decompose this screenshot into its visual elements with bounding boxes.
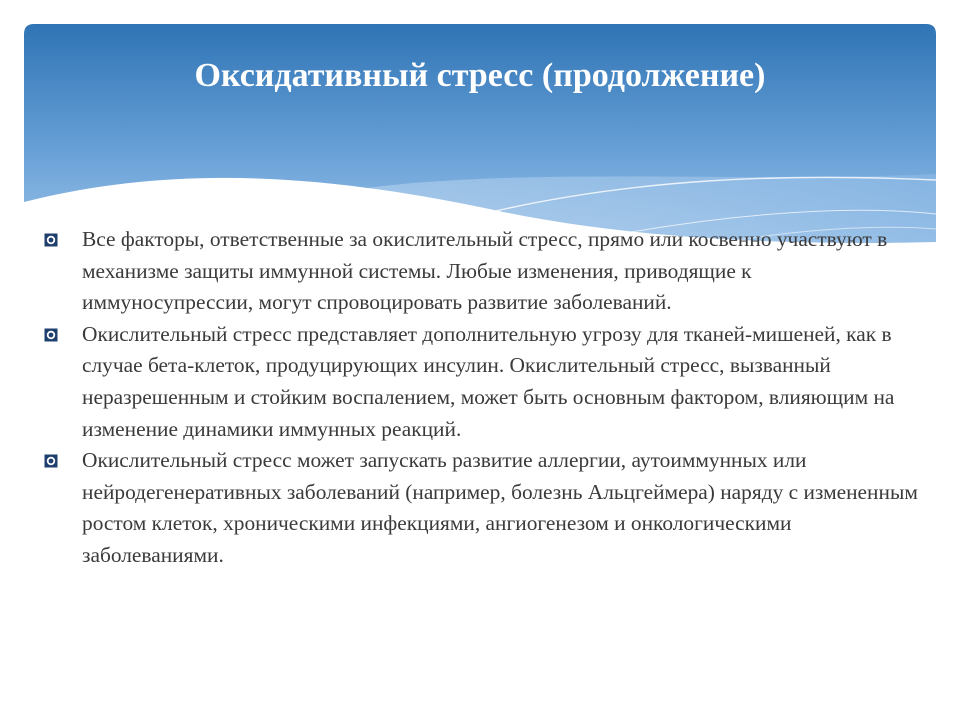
bullet-list [44, 224, 924, 572]
list-item [44, 224, 924, 319]
boxed-circle-icon [44, 328, 58, 342]
bullet-text: Все факторы, ответственные за окислительный стресс, прямо или косвенно участвуют в механизме защиты иммунной системы. Любые изменения, приводящие к иммуносупрессии, могут спровоцировать развитие заболеваний. [82, 227, 888, 315]
bullet-text: Окислительный стресс может запускать развитие аллергии, аутоиммунных или нейродегенеративных заболеваний (например, болезнь Альцгеймера) наряду с измененным ростом клеток, хроническими инфекциями, ангиогенезом и онкологическими заболеваниями. [82, 448, 918, 567]
list-item [44, 445, 924, 571]
slide-title: Оксидативный стресс (продолжение) [194, 57, 766, 94]
boxed-circle-icon [44, 454, 58, 468]
list-item [44, 319, 924, 445]
bullet-text: Окислительный стресс представляет дополнительную угрозу для тканей-мишеней, как в случае бета-клеток, продуцирующих инсулин. Окислительный стресс, вызванный неразрешенным и стойким воспалением, может быть основным фактором, влияющим на изменение динамики иммунных реакций. [82, 321, 895, 441]
boxed-circle-icon [44, 233, 58, 247]
